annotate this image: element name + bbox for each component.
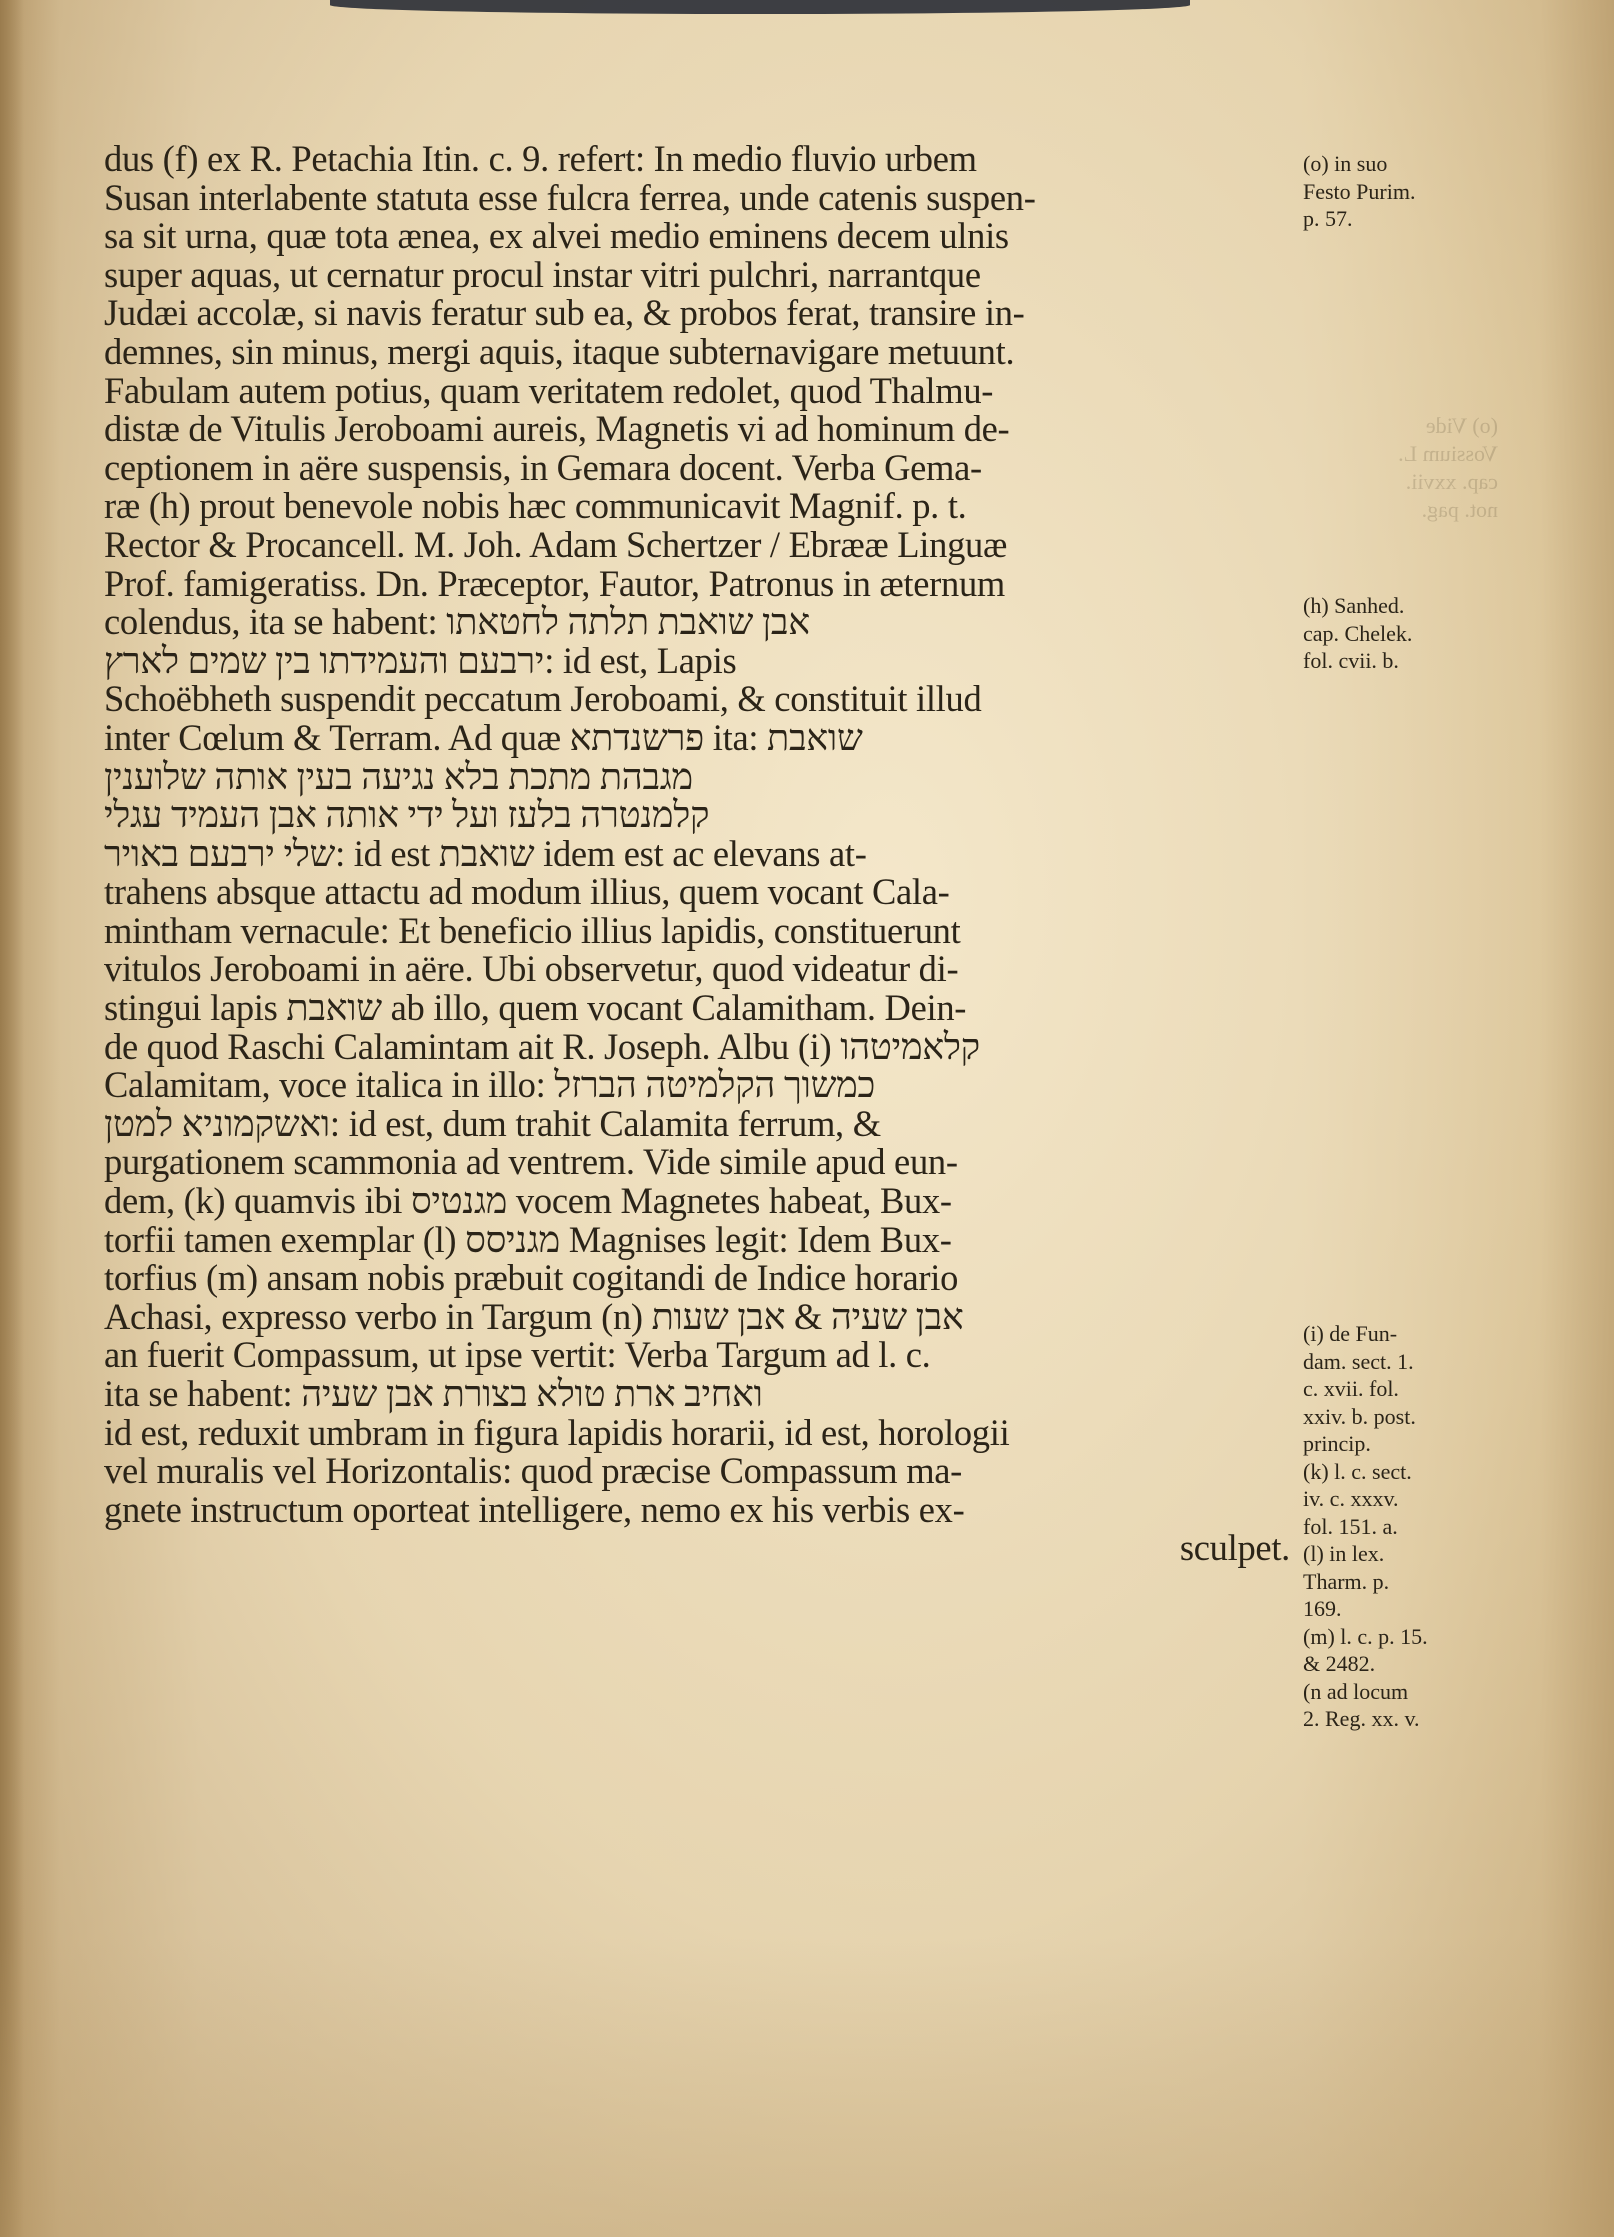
text-line: vitulos Jeroboami in aëre. Ubi observetur, quod videatur di- [104,948,959,990]
margin-note [1303,1320,1428,1733]
note-line: (k) l. c. sect. [1303,1458,1412,1484]
margin-note [1303,150,1415,233]
note-line: (i) de Fun- [1303,1321,1398,1346]
text-line: torfii tamen exemplar (l) מגניסס Magnises legit: Idem Bux- [104,1218,952,1260]
note-line: (m) l. c. p. 15. [1303,1623,1428,1649]
note-line: (l) in lex. [1303,1541,1385,1566]
note-line: 2. Reg. xx. v. [1303,1706,1420,1731]
text-line: an fuerit Compassum, ut ipse vertit: Verba Targum ad l. c. [104,1334,931,1376]
text-line: קלמנטרה בלעז ועל ידי אותה אבן העמיד עגלי [104,794,710,836]
bleed-line: cap. xxvii. [1405,469,1498,494]
text-line: vel muralis vel Horizontalis: quod præcise Compassum ma- [104,1450,963,1492]
text-line: mintham vernacule: Et beneficio illius lapidis, constituerunt [104,909,961,951]
text-line: ræ (h) prout benevole nobis hæc communicavit Magnif. p. t. [104,485,967,527]
text-line: ירבעם והעמידתו בין שמים לארץ: id est, Lapis [104,639,737,681]
note-line: (n ad locum [1303,1678,1409,1704]
text-line: trahens absque attactu ad modum illius, quem vocant Cala- [104,871,950,913]
note-line: p. 57. [1303,206,1353,231]
note-line: Festo Purim. [1303,178,1416,204]
text-line: Fabulam autem potius, quam veritatem redolet, quod Thalmu- [104,369,994,411]
text-line: ita se habent: ואחיב ארת טולא בצורת אבן שעיה [104,1373,763,1414]
page-gutter-edge [0,0,24,2237]
text-line: purgationem scammonia ad ventrem. Vide simile apud eun- [104,1141,958,1183]
note-line: (h) Sanhed. [1303,593,1405,618]
bleed-line: Vossium L. [1398,441,1498,466]
note-line: 169. [1303,1596,1342,1621]
text-line: colendus, ita se habent: אבן שואבת תלתה לחטאתו [104,601,810,643]
text-line: Rector & Procancell. M. Joh. Adam Schertzer / Ebrææ Linguæ [104,523,1008,565]
note-line: xxiv. b. post. [1303,1403,1416,1429]
text-line: Calamitam, voce italica in illo: כמשוך הקלמיטה הברזל [104,1064,876,1106]
note-line: princip. [1303,1431,1371,1456]
text-line: distæ de Vitulis Jeroboami aureis, Magnetis vi ad hominum de- [104,408,1010,450]
note-line: (o) in suo [1303,151,1388,176]
text-line: Achasi, expresso verbo in Targum (n) אבן שעיה & אבן שעות [104,1295,964,1337]
bleed-line: not. pag. [1421,497,1498,522]
text-line: torfius (m) ansam nobis præbuit cogitandi de Indice horario [104,1257,959,1299]
text-line: id est, reduxit umbram in figura lapidis horarii, id est, horologii [104,1411,1010,1453]
note-line: c. xvii. fol. [1303,1376,1399,1401]
text-line: מגבהת מתכת בלא נגיעה בעין אותה שלוענין [104,755,693,797]
margin-note [1303,592,1412,675]
text-line: stingui lapis שואבת ab illo, quem vocant Calamitham. Dein- [104,987,967,1029]
note-line: fol. 151. a. [1303,1513,1398,1539]
text-line: inter Cœlum & Terram. Ad quæ פרשנדתא ita: שואבת [104,716,863,758]
catchword: sculpet. [1179,1527,1290,1569]
note-line: cap. Chelek. [1303,620,1413,646]
text-line: demnes, sin minus, mergi aquis, itaque subternavigare metuunt. [104,330,1015,372]
main-text-block [104,140,1290,1568]
paper-stain [0,1937,1614,2237]
bleed-through-text [1318,412,1498,524]
text-line: dus (f) ex R. Petachia Itin. c. 9. refert: In medio fluvio urbem [104,138,977,179]
note-line: Tharm. p. [1303,1568,1390,1594]
text-line: dem, (k) quamvis ibi מגנטיס vocem Magnetes habeat, Bux- [104,1180,952,1222]
text-line: Schoëbheth suspendit peccatum Jeroboami, & constituit illud [104,678,982,720]
text-line: super aquas, ut cernatur procul instar vitri pulchri, narrantque [104,253,981,295]
text-line: שלי ירבעם באויר: id est שואבת idem est ac elevans at- [104,832,867,874]
text-line: ceptionem in aëre suspensis, in Gemara docent. Verba Gema- [104,446,982,488]
text-line: Susan interlabente statuta esse fulcra ferrea, unde catenis suspen- [104,176,1036,218]
text-line: gnete instructum oporteat intelligere, nemo ex his verbis ex- [104,1488,965,1530]
text-line: ואשקמוניא למטן: id est, dum trahit Calamita ferrum, & [104,1102,881,1144]
note-line: iv. c. xxxv. [1303,1486,1399,1511]
note-line: dam. sect. 1. [1303,1348,1414,1374]
text-line: Prof. famigeratiss. Dn. Præceptor, Fautor, Patronus in æternum [104,562,1005,604]
text-line: sa sit urna, quæ tota ænea, ex alvei medio eminens decem ulnis [104,215,1009,257]
note-line: & 2482. [1303,1651,1376,1676]
page-top-shadow [330,0,1190,14]
bleed-line: (o) Vide [1425,413,1498,438]
text-line: Judæi accolæ, si navis feratur sub ea, & probos ferat, transire in- [104,292,1025,334]
note-line: fol. cvii. b. [1303,648,1399,673]
text-line: de quod Raschi Calamintam ait R. Joseph. Albu (i) קלאמיטהו [104,1025,980,1067]
